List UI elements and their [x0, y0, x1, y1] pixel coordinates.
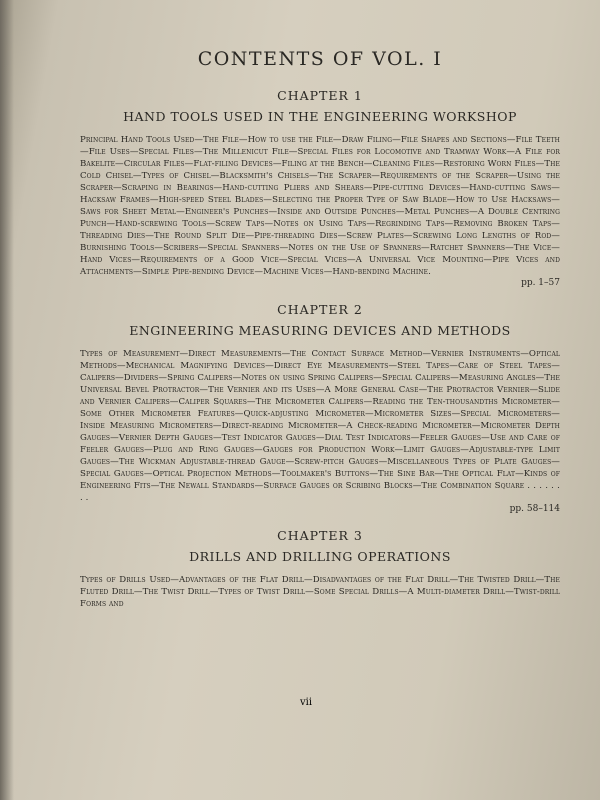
chapter-pages: pp. 58–114 — [509, 504, 560, 514]
chapter-title: ENGINEERING MEASURING DEVICES AND METHODS — [129, 323, 511, 338]
chapter-label: CHAPTER 2 — [277, 302, 363, 317]
chapter-label: CHAPTER 3 — [277, 528, 363, 543]
chapter-summary: Types of Drills Used—Advantages of the Flat Drill—Disadvantages of the Flat Drill—The Twisted Drill—The Fluted Drill—The Twist Drill—Types of Twist Drill—Some Special Drills—A Multi-diameter Drill—Twist-drill Forms and — [80, 575, 560, 609]
chapter-2 — [80, 302, 560, 514]
contents-block — [80, 48, 560, 624]
chapter-1 — [80, 88, 560, 288]
page-title: CONTENTS OF VOL. I — [197, 48, 443, 70]
spine-shadow — [0, 0, 14, 800]
chapter-pages: pp. 1–57 — [521, 278, 560, 288]
chapter-summary: Types of Measurement—Direct Measurements—The Contact Surface Method—Vernier Instruments—Optical Methods—Mechanical Magnifying Devices—Direct Eye Measurements—Steel Tapes—Care of Steel Tapes—Calipers—Dividers—Spring Calipers—Notes on using Spring Calipers—Special Calipers—Measuring Angles—The Universal Bevel Protractor—The Vernier and its Uses—A More General Case—The Protractor Vernier—Slide and Vernier Calipers—Caliper Squares—The Micrometer Calipers—Reading the Ten-thousandths Micrometer—Some Other Micrometer Features—Quick-adjusting Micrometer—Micrometer Sizes—Special Micrometers—Inside Measuring Micrometers—Direct-reading Micrometer—A Check-reading Micrometer—Micrometer Depth Gauges—Vernier Depth Gauges—Test Indicator Gauges—Dial Test Indicators—Feeler Gauges—Use and Care of Feeler Gauges—Plug and Ring Gauges—Gauges for Production Work—Limit Gauges—Adjustable-type Limit Gauges—The Wickman Adjustable-thread Gauge—Screw-pitch Gauges—Miscellaneous Types of Plate Gauges—Special Gauges—Optical Projection Methods—Toolmaker's Buttons—The Sine Bar—The Optical Flat—Kinds of Engineering Fits—The Newall Standards—Surface Gauges or Scribing Blocks—The Combination Square . . . . . . . . — [80, 349, 560, 503]
chapter-3 — [80, 528, 560, 610]
chapter-label: CHAPTER 1 — [277, 88, 363, 103]
chapter-summary: Principal Hand Tools Used—The File—How to use the File—Draw Filing—File Shapes and Sections—File Teeth—File Uses—Special Files—The Millenicut File—Special Files for Locomotive and Tramway Work—A File for Bakelite—Circular Files—Flat-filing Devices—Filing at the Bench—Cleaning Files—Restoring Worn Files—The Cold Chisel—Types of Chisel—Blacksmith's Chisels—The Scraper—Requirements of the Scraper—Using the Scraper—Scraping in Bearings—Hand-cutting Pliers and Shears—Pipe-cutting Devices—Hand-cutting Saws—Hacksaw Frames—High-speed Steel Blades—Selecting the Proper Type of Saw Blade—How to Use Hacksaws—Saws for Sheet Metal—Engineer's Punches—Inside and Outside Punches—Metal Punches—A Double Centring Punch—Hand-screwing Tools—Screw Taps—Notes on Using Taps—Regrinding Taps—Removing Broken Taps—Threading Dies—The Round Split Die—Pipe-threading Dies—Screw Plates—Screwing Long Lengths of Rod—Burnishing Tools—Scribers—Special Spanners—Notes on the Use of Spanners—Ratchet Spanners—The Vice—Hand Vices—Requirements of a Good Vice—Special Vices—A Universal Vice Mounting—Pipe Vices and Attachments—Simple Pipe-bending Device—Machine Vices—Hand-bending Machine. — [80, 135, 560, 277]
chapter-title: HAND TOOLS USED IN THE ENGINEERING WORKSHOP — [123, 109, 517, 124]
chapter-title: DRILLS AND DRILLING OPERATIONS — [189, 549, 451, 564]
page-number: vii — [300, 697, 313, 708]
